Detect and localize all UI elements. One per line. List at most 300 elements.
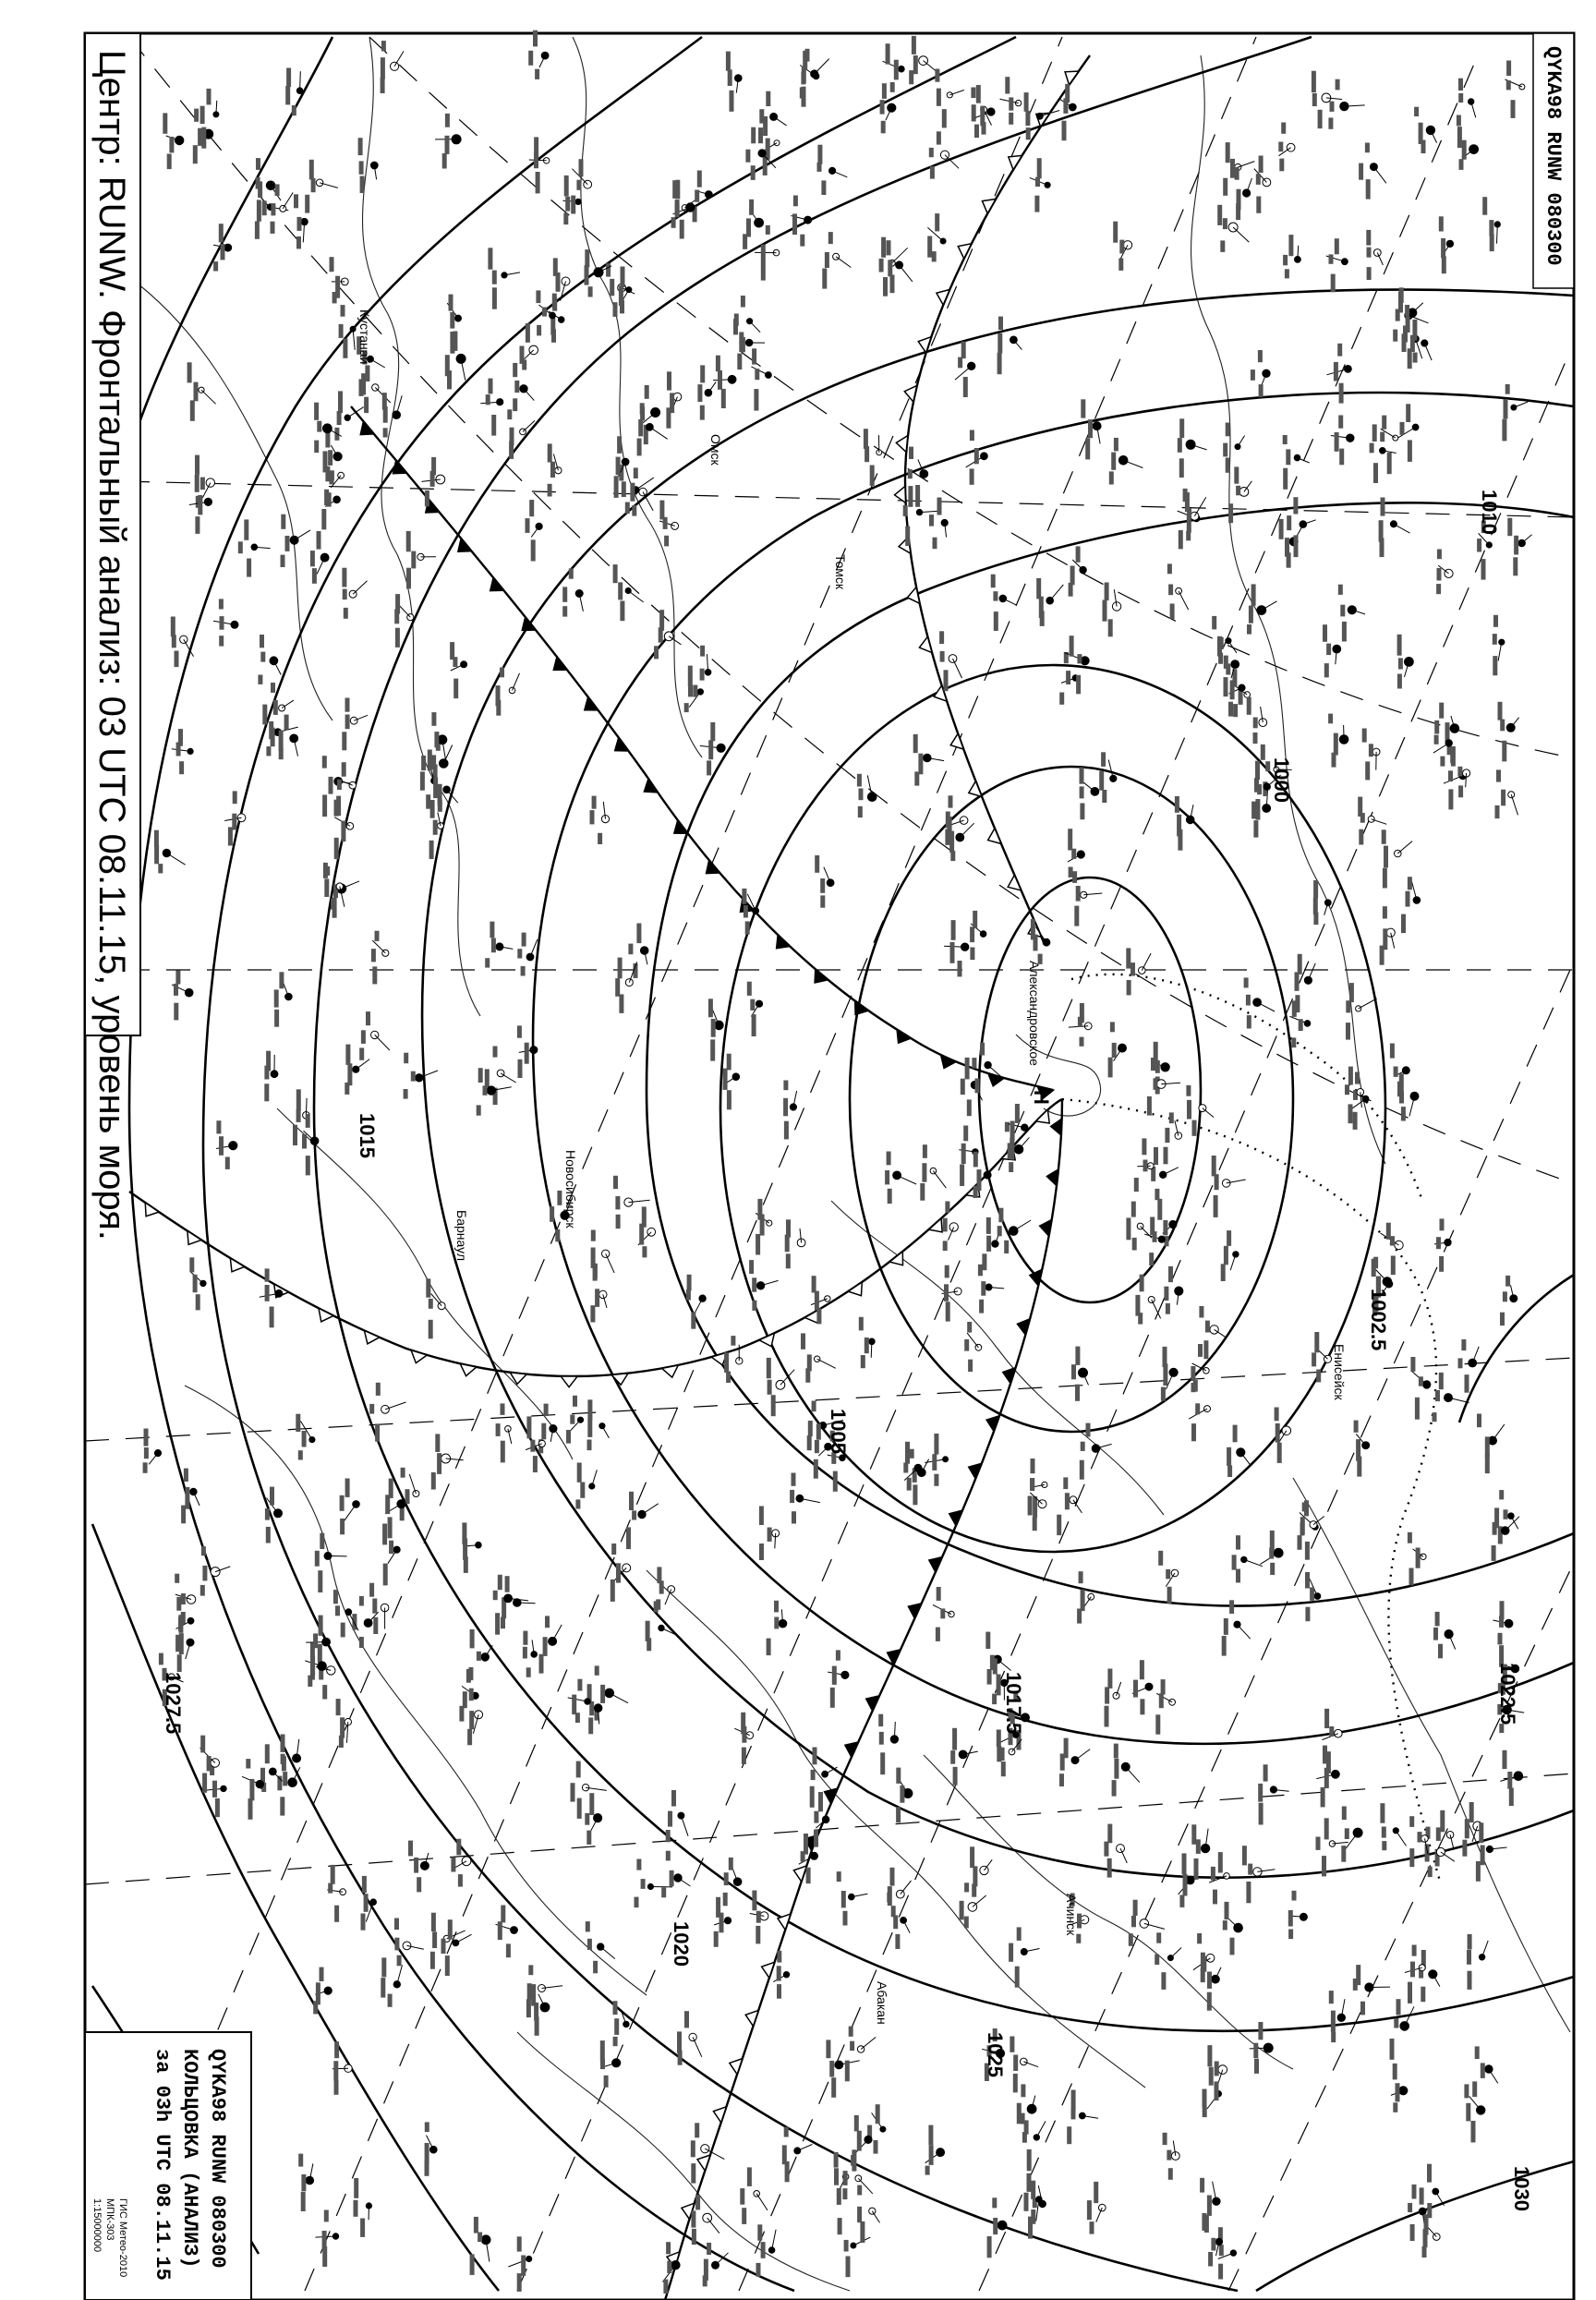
station-value-glyph: [700, 646, 705, 657]
station-value-glyph: [1015, 1104, 1020, 1123]
station-value-glyph: [339, 324, 344, 338]
station-value-glyph: [280, 1797, 284, 1815]
station-value-glyph: [1313, 913, 1318, 926]
station-value-glyph: [507, 409, 512, 419]
station-value-glyph: [201, 127, 206, 149]
station-value-glyph: [1233, 704, 1238, 717]
station-dot: [438, 735, 447, 744]
station-value-glyph: [1300, 1517, 1305, 1534]
station-value-glyph: [945, 1265, 949, 1278]
station-value-glyph: [1108, 1058, 1113, 1078]
station-value-glyph: [1329, 1726, 1334, 1737]
station-value-glyph: [745, 921, 750, 934]
station-value-glyph: [1410, 2224, 1415, 2241]
station-value-glyph: [829, 2061, 834, 2077]
station-value-glyph: [1158, 1551, 1163, 1566]
station-value-glyph: [998, 1208, 1003, 1223]
station-value-glyph: [526, 1416, 531, 1438]
station-value-glyph: [691, 2163, 695, 2184]
station-value-glyph: [936, 1628, 940, 1641]
station-value-glyph: [1465, 1374, 1469, 1393]
station-value-glyph: [761, 245, 766, 264]
station-value-glyph: [1258, 1784, 1263, 1802]
station-value-glyph: [212, 1781, 217, 1798]
station-value-glyph: [576, 180, 581, 190]
station-value-glyph: [1251, 584, 1256, 605]
station-value-glyph: [1286, 449, 1290, 465]
station-value-glyph: [1166, 1303, 1170, 1314]
station-value-glyph: [575, 1499, 580, 1508]
station-value-glyph: [324, 878, 329, 897]
station-dot: [835, 2061, 843, 2069]
station-value-glyph: [642, 1246, 647, 1257]
station-value-glyph: [752, 1301, 756, 1311]
station-value-glyph: [647, 1638, 651, 1651]
station-value-glyph: [262, 200, 267, 215]
station-value-glyph: [1331, 2032, 1336, 2042]
station-value-glyph: [265, 1508, 270, 1520]
station-value-glyph: [313, 2001, 318, 2014]
station-value-glyph: [1024, 2193, 1029, 2211]
station-value-glyph: [739, 333, 744, 353]
station-value-glyph: [1191, 1824, 1196, 1845]
station-value-glyph: [700, 406, 705, 420]
station-value-glyph: [1335, 238, 1339, 254]
station-value-glyph: [248, 1798, 253, 1820]
isobar-label: 1020: [670, 1921, 693, 1967]
station-value-glyph: [1288, 1910, 1293, 1927]
station-value-glyph: [1191, 1366, 1195, 1381]
station-value-glyph: [1481, 559, 1486, 580]
station-dot: [992, 1241, 998, 1247]
station-value-glyph: [973, 1866, 977, 1886]
station-value-glyph: [718, 370, 722, 390]
station-value-glyph: [1504, 399, 1508, 419]
station-value-glyph: [312, 568, 317, 584]
station-value-glyph: [1159, 1693, 1164, 1708]
station-value-glyph: [970, 926, 974, 942]
station-value-glyph: [1182, 1853, 1187, 1874]
station-value-glyph: [750, 999, 755, 1011]
station-value-glyph: [421, 756, 426, 770]
station-value-glyph: [1437, 550, 1442, 560]
station-value-glyph: [1442, 256, 1446, 273]
station-value-glyph: [1448, 789, 1453, 809]
station-value-glyph: [880, 1752, 885, 1774]
station-value-glyph: [849, 2027, 853, 2037]
station-value-glyph: [1391, 1256, 1396, 1276]
station-value-glyph: [588, 1717, 593, 1734]
station-value-glyph: [635, 1897, 639, 1908]
station-value-glyph: [1295, 972, 1300, 990]
station-value-glyph: [616, 1563, 621, 1582]
station-value-glyph: [1156, 1932, 1161, 1943]
station-value-glyph: [1353, 1979, 1358, 1991]
station-value-glyph: [317, 421, 321, 432]
station-value-glyph: [485, 958, 490, 967]
station-value-glyph: [1312, 1352, 1316, 1366]
station-value-glyph: [215, 1798, 220, 1817]
station-value-glyph: [1071, 1364, 1076, 1379]
station-value-glyph: [1265, 761, 1270, 771]
station-value-glyph: [1033, 1517, 1037, 1531]
station-value-glyph: [1069, 867, 1073, 878]
station-value-glyph: [1321, 1787, 1325, 1808]
station-value-glyph: [802, 67, 806, 84]
station-value-glyph: [1458, 93, 1463, 103]
station-value-glyph: [1410, 1962, 1415, 1978]
station-value-glyph: [1451, 746, 1456, 767]
station-value-glyph: [425, 2161, 429, 2176]
station-value-glyph: [1249, 606, 1253, 623]
station-value-glyph: [1147, 1096, 1152, 1116]
station-value-glyph: [1031, 1459, 1035, 1473]
station-value-glyph: [1230, 159, 1235, 178]
station-value-glyph: [279, 748, 284, 759]
station-value-glyph: [320, 1533, 324, 1549]
station-value-glyph: [352, 1614, 357, 1630]
station-value-glyph: [593, 1961, 598, 1974]
station-value-glyph: [1329, 254, 1334, 263]
station-value-glyph: [1107, 1858, 1112, 1878]
station-value-glyph: [937, 89, 941, 106]
station-value-glyph: [1382, 1841, 1386, 1850]
station-value-glyph: [1021, 2084, 1025, 2097]
station-value-glyph: [777, 1966, 781, 1980]
top-stamp: QYKA98 RUNW 080300: [1542, 46, 1565, 266]
station-value-glyph: [1387, 453, 1392, 474]
station-value-glyph: [864, 1338, 869, 1353]
station-value-glyph: [328, 450, 332, 466]
station-value-glyph: [774, 1601, 779, 1613]
station-value-glyph: [545, 1616, 550, 1628]
station-value-glyph: [1253, 732, 1258, 744]
station-value-glyph: [1500, 720, 1505, 732]
station-value-glyph: [576, 1761, 581, 1778]
station-value-glyph: [550, 1206, 554, 1222]
station-dot: [1421, 1835, 1429, 1843]
station-value-glyph: [1276, 1423, 1280, 1443]
station-value-glyph: [1440, 757, 1445, 767]
station-value-glyph: [1505, 1276, 1510, 1287]
station-value-glyph: [411, 551, 416, 569]
station-value-glyph: [1475, 2046, 1480, 2059]
station-value-glyph: [381, 78, 385, 93]
station-value-glyph: [807, 1435, 812, 1450]
station-value-glyph: [667, 2261, 671, 2274]
station-value-glyph: [1328, 117, 1333, 128]
station-dot: [605, 1689, 614, 1698]
stamp-line-1: QYKA98 RUNW 080300: [206, 2049, 229, 2269]
station-value-glyph: [876, 2104, 880, 2124]
station-value-glyph: [1367, 248, 1372, 258]
station-value-glyph: [296, 1089, 301, 1110]
station-value-glyph: [744, 905, 748, 917]
station-value-glyph: [616, 1215, 621, 1229]
station-value-glyph: [1140, 1699, 1144, 1714]
station-value-glyph: [429, 1320, 433, 1339]
station-value-glyph: [359, 1596, 364, 1606]
station-value-glyph: [293, 1125, 297, 1145]
station-value-glyph: [1415, 1398, 1420, 1420]
station-value-glyph: [501, 1906, 505, 1923]
station-value-glyph: [358, 138, 363, 155]
station-value-glyph: [1457, 127, 1462, 148]
station-value-glyph: [1367, 267, 1372, 280]
station-value-glyph: [1439, 703, 1444, 719]
station-value-glyph: [617, 436, 622, 454]
station-value-glyph: [940, 1608, 945, 1618]
station-value-glyph: [517, 1025, 522, 1037]
station-dot: [770, 113, 778, 120]
station-value-glyph: [1242, 1846, 1247, 1865]
station-value-glyph: [1035, 177, 1040, 187]
station-value-glyph: [294, 194, 298, 208]
station-value-glyph: [907, 1478, 912, 1491]
station-value-glyph: [341, 821, 345, 842]
station-dot: [1399, 2087, 1408, 2095]
station-value-glyph: [756, 1926, 760, 1944]
station-value-glyph: [1279, 159, 1284, 172]
station-value-glyph: [345, 1045, 350, 1065]
station-value-glyph: [692, 2229, 696, 2245]
station-value-glyph: [600, 1685, 605, 1703]
station-value-glyph: [193, 145, 198, 163]
station-value-glyph: [703, 2275, 707, 2286]
station-value-glyph: [477, 1105, 481, 1115]
station-value-glyph: [1164, 1147, 1168, 1165]
station-value-glyph: [1354, 1421, 1359, 1433]
station-value-glyph: [521, 2256, 526, 2276]
station-value-glyph: [315, 1551, 320, 1567]
station-value-glyph: [1031, 2181, 1035, 2199]
station-value-glyph: [283, 1772, 287, 1786]
station-value-glyph: [1408, 1982, 1412, 2003]
station-value-glyph: [225, 1157, 230, 1169]
station-value-glyph: [697, 384, 702, 402]
station-value-glyph: [365, 365, 369, 381]
station-value-glyph: [1107, 1669, 1112, 1689]
station-value-glyph: [1436, 1827, 1441, 1841]
station-value-glyph: [659, 501, 664, 520]
station-value-glyph: [1501, 790, 1505, 806]
station-value-glyph: [1287, 515, 1291, 530]
station-value-glyph: [943, 1241, 948, 1251]
station-value-glyph: [1037, 158, 1042, 178]
station-value-glyph: [854, 2115, 859, 2131]
station-value-glyph: [334, 1906, 339, 1922]
station-value-glyph: [671, 217, 676, 228]
isobar-label: 1017.5: [1002, 1672, 1025, 1735]
city-label: Новосибирск: [563, 1150, 578, 1229]
station-value-glyph: [158, 864, 163, 873]
station-value-glyph: [963, 1126, 968, 1142]
station-value-glyph: [986, 1236, 991, 1252]
station-value-glyph: [364, 1894, 369, 1912]
station-value-glyph: [539, 1654, 544, 1674]
station-value-glyph: [181, 1506, 186, 1524]
station-value-glyph: [1207, 2196, 1212, 2216]
station-value-glyph: [993, 1658, 998, 1674]
station-value-glyph: [193, 1275, 198, 1292]
station-value-glyph: [366, 1011, 370, 1025]
station-value-glyph: [1279, 519, 1284, 539]
station-value-glyph: [1310, 1587, 1314, 1600]
station-dot: [1161, 1063, 1169, 1071]
station-value-glyph: [1143, 1160, 1148, 1172]
station-value-glyph: [219, 636, 224, 646]
station-value-glyph: [1397, 674, 1402, 689]
station-value-glyph: [915, 485, 920, 507]
station-value-glyph: [281, 1754, 285, 1764]
station-value-glyph: [1421, 1987, 1425, 2003]
station-value-glyph: [1165, 1128, 1169, 1143]
station-value-glyph: [1009, 1943, 1013, 1962]
station-value-glyph: [1326, 644, 1331, 656]
station-value-glyph: [1355, 1072, 1360, 1084]
station-value-glyph: [810, 1786, 815, 1808]
station-value-glyph: [1269, 1547, 1274, 1558]
station-value-glyph: [144, 1429, 149, 1447]
station-value-glyph: [987, 2236, 992, 2258]
station-value-glyph: [728, 69, 732, 86]
station-value-glyph: [730, 91, 734, 112]
station-value-glyph: [1382, 416, 1386, 430]
station-value-glyph: [1215, 2062, 1219, 2076]
station-value-glyph: [1015, 1967, 1020, 1988]
station-value-glyph: [1439, 1373, 1444, 1389]
station-value-glyph: [1164, 1287, 1168, 1301]
station-value-glyph: [763, 156, 768, 176]
station-value-glyph: [264, 1083, 269, 1101]
station-value-glyph: [586, 1921, 590, 1931]
station-value-glyph: [414, 1858, 418, 1873]
station-value-glyph: [342, 568, 346, 587]
station-value-glyph: [1410, 335, 1415, 352]
station-value-glyph: [890, 275, 895, 294]
station-value-glyph: [1071, 849, 1076, 859]
station-value-glyph: [445, 136, 450, 154]
station-dot: [538, 1440, 545, 1447]
station-value-glyph: [663, 517, 668, 529]
station-value-glyph: [1134, 1178, 1139, 1192]
station-value-glyph: [1112, 1043, 1117, 1058]
station-value-glyph: [1075, 1385, 1080, 1401]
station-value-glyph: [1013, 2055, 1018, 2072]
station-value-glyph: [1324, 663, 1329, 677]
station-value-glyph: [1088, 419, 1093, 438]
station-value-glyph: [521, 966, 526, 976]
station-value-glyph: [1155, 1189, 1159, 1200]
station-value-glyph: [946, 812, 950, 829]
station-value-glyph: [285, 536, 290, 551]
station-value-glyph: [621, 267, 625, 288]
station-value-glyph: [777, 1951, 781, 1963]
station-value-glyph: [1034, 196, 1039, 212]
low-pressure-center: Н: [1030, 1090, 1053, 1105]
station-value-glyph: [438, 800, 442, 812]
station-value-glyph: [1413, 353, 1418, 363]
isobar-label: 1030: [1510, 2166, 1533, 2211]
station-value-glyph: [1283, 468, 1288, 490]
station-value-glyph: [817, 163, 822, 172]
station-value-glyph: [535, 2016, 539, 2036]
station-value-glyph: [749, 1260, 754, 1274]
station-value-glyph: [614, 476, 619, 498]
station-value-glyph: [430, 471, 435, 487]
station-value-glyph: [185, 1487, 189, 1509]
station-value-glyph: [1104, 1842, 1108, 1857]
station-value-glyph: [256, 158, 260, 170]
station-value-glyph: [426, 794, 430, 809]
station-value-glyph: [945, 829, 949, 845]
station-value-glyph: [946, 1301, 950, 1321]
station-value-glyph: [202, 1773, 207, 1793]
station-value-glyph: [271, 203, 275, 215]
station-value-glyph: [1223, 178, 1227, 196]
station-value-glyph: [747, 2167, 752, 2186]
station-value-glyph: [573, 1396, 577, 1407]
station-value-glyph: [1226, 663, 1230, 674]
station-value-glyph: [1394, 2018, 1398, 2028]
station-value-glyph: [997, 1746, 1001, 1761]
station-value-glyph: [967, 1099, 972, 1116]
station-value-glyph: [992, 1694, 997, 1705]
station-value-glyph: [908, 469, 913, 478]
station-value-glyph: [1477, 539, 1481, 551]
station-value-glyph: [1408, 2203, 1412, 2212]
station-value-glyph: [756, 1911, 761, 1923]
station-value-glyph: [618, 582, 623, 599]
station-value-glyph: [284, 715, 289, 731]
station-value-glyph: [184, 1469, 188, 1482]
station-value-glyph: [1191, 1383, 1196, 1392]
station-value-glyph: [405, 1489, 410, 1504]
station-dot: [888, 103, 896, 112]
station-value-glyph: [678, 2051, 683, 2065]
station-value-glyph: [297, 217, 302, 231]
station-value-glyph: [477, 1652, 481, 1661]
station-value-glyph: [887, 1152, 891, 1166]
station-value-glyph: [580, 1483, 585, 1498]
station-value-glyph: [859, 1317, 864, 1331]
station-value-glyph: [309, 160, 314, 180]
station-value-glyph: [406, 531, 411, 551]
station-value-glyph: [330, 257, 334, 272]
station-value-glyph: [535, 69, 539, 79]
station-value-glyph: [1067, 2126, 1071, 2144]
station-value-glyph: [1305, 1542, 1310, 1560]
station-value-glyph: [1464, 2084, 1469, 2098]
station-value-glyph: [1163, 1220, 1167, 1235]
station-value-glyph: [1381, 498, 1385, 516]
station-value-glyph: [1509, 1788, 1514, 1807]
station-value-glyph: [972, 1884, 976, 1897]
station-value-glyph: [585, 249, 589, 267]
station-value-glyph: [238, 541, 243, 553]
station-value-glyph: [964, 1882, 969, 1892]
station-value-glyph: [768, 1528, 772, 1542]
station-value-glyph: [1099, 771, 1104, 791]
station-value-glyph: [587, 1399, 592, 1420]
station-value-glyph: [400, 1507, 405, 1520]
station-value-glyph: [344, 608, 348, 619]
station-value-glyph: [198, 495, 202, 514]
station-dot: [318, 1662, 327, 1671]
station-value-glyph: [1235, 167, 1239, 180]
station-value-glyph: [1288, 235, 1293, 256]
station-value-glyph: [1459, 159, 1464, 170]
